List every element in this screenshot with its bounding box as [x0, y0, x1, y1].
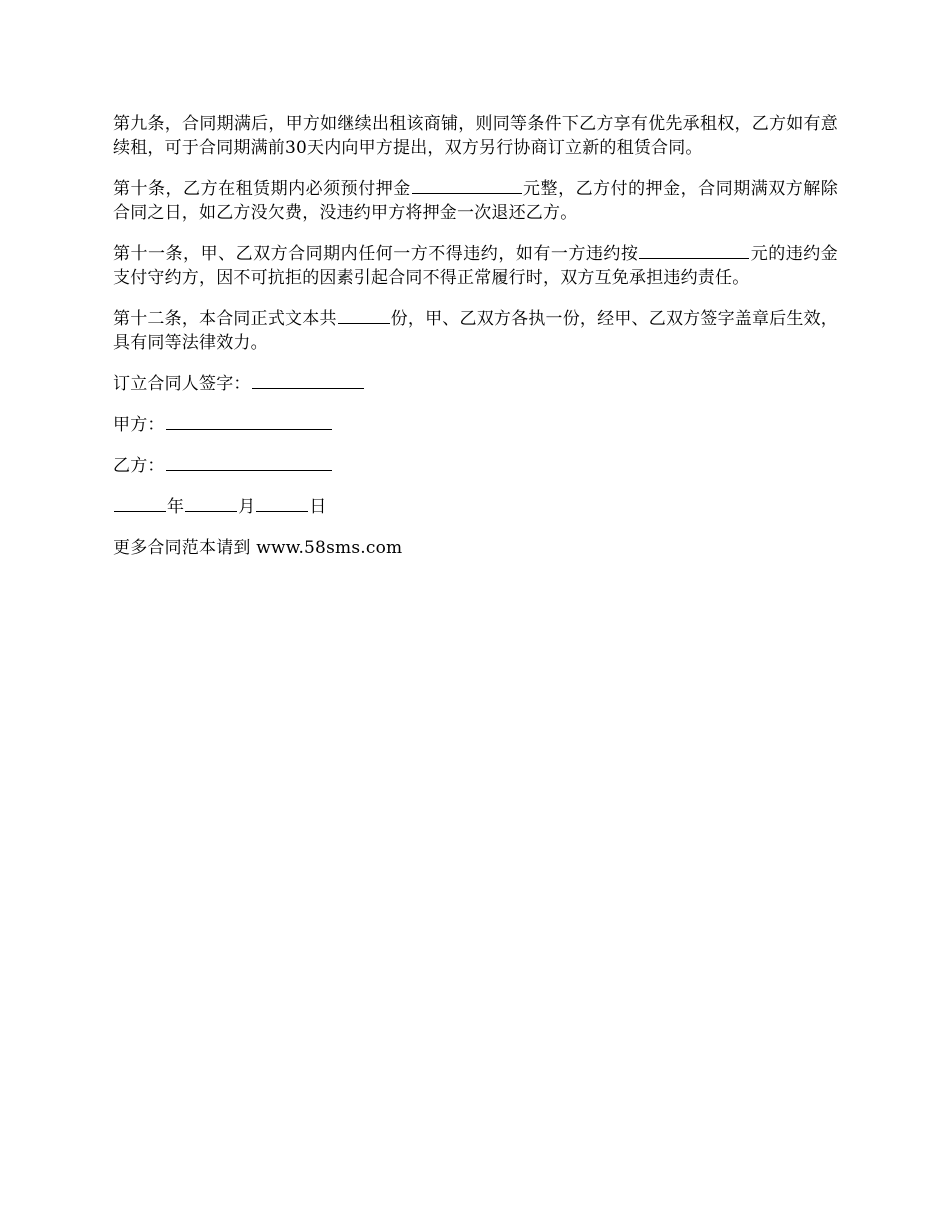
party-b-label: 乙方：: [113, 456, 165, 476]
footer-line: [113, 536, 838, 560]
clause-11: [113, 242, 838, 290]
clause-10-text-start: 第十条，乙方在租赁期内必须预付押金: [113, 179, 411, 199]
clause-12: [113, 307, 838, 355]
copies-count-blank: [338, 307, 390, 324]
signatory-line: [113, 372, 838, 396]
deposit-amount-blank: [412, 177, 522, 194]
signatory-label: 订立合同人签字：: [113, 374, 251, 394]
clause-10-text-end: 元整，乙方付的押金，合同期满双方解除合同之日，如乙方没欠费，没违约甲方将押金一次退还乙方。: [113, 179, 838, 223]
year-blank: [114, 495, 166, 512]
clause-11-text-start: 第十一条，甲、乙双方合同期内任何一方不得违约，如有一方违约按: [113, 244, 639, 264]
penalty-amount-blank: [639, 242, 749, 259]
footer-text: 更多合同范本请到 www.58sms.com: [113, 538, 403, 558]
day-blank: [256, 495, 308, 512]
clause-11-text-end: 元的违约金支付守约方，因不可抗拒的因素引起合同不得正常履行时，双方互免承担违约责任。: [113, 244, 839, 288]
clause-9: [113, 112, 838, 160]
signatory-blank: [252, 372, 364, 389]
party-b-line: [113, 454, 838, 478]
party-b-blank: [166, 454, 332, 471]
date-line: [113, 495, 838, 519]
clause-12-text-start: 第十二条，本合同正式文本共: [113, 309, 337, 329]
clause-9-text: 第九条，合同期满后，甲方如继续出租该商铺，则同等条件下乙方享有优先承租权，乙方如有意续租，可于合同期满前30天内向甲方提出，双方另行协商订立新的租赁合同。: [113, 114, 838, 158]
year-label: 年: [167, 497, 185, 517]
document-page: [113, 112, 838, 577]
party-a-line: [113, 413, 838, 437]
clause-12-text-end: 份，甲、乙双方各执一份，经甲、乙双方签字盖章后生效，具有同等法律效力。: [113, 309, 838, 353]
month-blank: [185, 495, 237, 512]
clause-10: [113, 177, 838, 225]
party-a-label: 甲方：: [113, 415, 165, 435]
party-a-blank: [166, 413, 332, 430]
day-label: 日: [309, 497, 327, 517]
month-label: 月: [238, 497, 256, 517]
